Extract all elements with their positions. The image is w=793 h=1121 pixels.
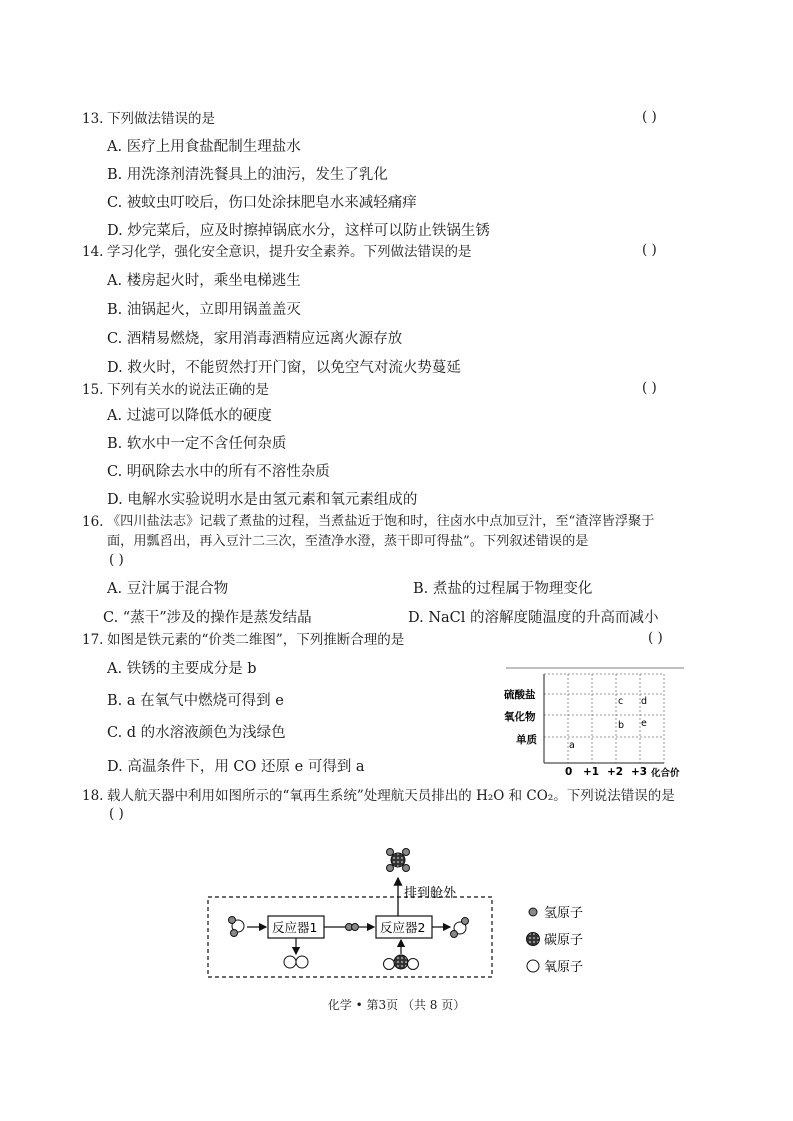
legend-hydrogen: 氢原子 (544, 906, 584, 921)
legend (527, 906, 584, 975)
question-16-stem-line2: 面，用瓢舀出，再入豆汁二三次，至渣净水澄，蒸干即可得盐”。下列叙述错误的是 (107, 534, 589, 549)
carbon-atom-icon (527, 933, 540, 946)
question-16-option-d: D. NaCl 的溶解度随温度的升高而减小 (408, 610, 659, 626)
question-17-option-d: D. 高温条件下，用 CO 还原 e 可得到 a (107, 759, 365, 775)
question-18-stem: 载人航天器中利用如图所示的“氧再生系统”处理航天员排出的 H₂O 和 CO₂。下列说法错误的是 (107, 788, 675, 804)
question-15-option-b: B. 软水中一定不含任何杂质 (107, 436, 287, 452)
question-16-answer-paren: ( ) (109, 552, 124, 568)
question-14-option-b: B. 油锅起火，立即用锅盖盖灭 (107, 302, 301, 318)
question-17-option-b: B. a 在氧气中燃烧可得到 e (107, 693, 284, 709)
question-17-option-c: C. d 的水溶液颜色为浅绿色 (107, 725, 286, 741)
oxygen-atom-icon (527, 960, 539, 972)
question-18-number: 18. (82, 788, 104, 804)
carbon-dioxide-molecule-icon (384, 955, 419, 970)
question-14-answer-paren: ( ) (642, 242, 657, 258)
question-16-option-b: B. 煮盐的过程属于物理变化 (413, 581, 593, 597)
question-15-stem: 下列有关水的说法正确的是 (107, 382, 269, 398)
question-13-option-c: C. 被蚊虫叮咬后，伤口处涂抹肥皂水来减轻痛痒 (107, 195, 417, 211)
question-16-number: 16. (82, 514, 104, 530)
question-14-stem: 学习化学，强化安全意识，提升安全素养。下列做法错误的是 (107, 244, 472, 260)
question-17-number: 17. (82, 632, 104, 648)
point-a: a (569, 740, 575, 751)
methane-molecule-icon (387, 849, 410, 872)
water-molecule-input-icon (229, 917, 245, 937)
question-15-answer-paren: ( ) (642, 380, 657, 396)
question-13-number: 13. (82, 111, 104, 127)
system-boundary (208, 897, 492, 977)
x-tick-0: 0 (565, 766, 573, 778)
question-16-option-c: C. “蒸干”涉及的操作是蒸发结晶 (103, 610, 312, 626)
question-17-option-a: A. 铁锈的主要成分是 b (107, 661, 257, 677)
exhaust-label: 排到舱外 (404, 886, 457, 901)
oxygen-molecule-icon (284, 956, 308, 968)
question-15-option-a: A. 过滤可以降低水的硬度 (107, 408, 272, 424)
question-14-number: 14. (82, 244, 104, 260)
reactor-1-label: 反应器1 (272, 920, 318, 935)
question-13-answer-paren: ( ) (642, 109, 657, 125)
iron-valence-class-chart (496, 660, 696, 782)
question-16-stem-line1: 《四川盐法志》记载了煮盐的过程，当煮盐近于饱和时，往卤水中点加豆汁，至“渣滓皆浮聚于 (107, 514, 655, 529)
x-tick-plus1: +1 (583, 766, 600, 778)
point-d: d (641, 696, 648, 707)
x-tick-plus3: +3 (631, 766, 648, 778)
x-axis-label: 化合价 (651, 768, 680, 779)
water-molecule-output-icon (451, 918, 469, 938)
question-13-option-a: A. 医疗上用食盐配制生理盐水 (107, 139, 301, 155)
reactor-2-label: 反应器2 (380, 920, 426, 935)
question-18-answer-paren: ( ) (109, 806, 124, 822)
legend-carbon: 碳原子 (544, 933, 584, 948)
hydrogen-atom-icon (529, 908, 537, 916)
question-14-option-a: A. 楼房起火时，乘坐电梯逃生 (107, 273, 301, 289)
x-tick-plus2: +2 (607, 766, 624, 778)
question-14-option-c: C. 酒精易燃烧，家用消毒酒精应远离火源存放 (107, 331, 403, 347)
y-label-sulfate: 硫酸盐 (504, 689, 536, 701)
question-16-option-a: A. 豆汁属于混合物 (107, 581, 229, 597)
page-footer: 化学 • 第3页 （共 8 页） (327, 998, 466, 1012)
question-15-option-d: D. 电解水实验说明水是由氢元素和氧元素组成的 (107, 492, 418, 508)
point-c: c (618, 696, 624, 707)
question-14-option-d: D. 救火时，不能贸然打开门窗，以免空气对流火势蔓延 (107, 360, 461, 376)
question-15-number: 15. (82, 382, 104, 398)
question-17-stem: 如图是铁元素的“价类二维图”，下列推断合理的是 (107, 632, 405, 648)
legend-oxygen: 氧原子 (544, 960, 584, 975)
question-15-option-c: C. 明矾除去水中的所有不溶性杂质 (107, 464, 330, 480)
y-label-element: 单质 (516, 734, 537, 746)
question-13-stem: 下列做法错误的是 (107, 111, 215, 127)
oxygen-regeneration-diagram (200, 840, 620, 990)
point-b: b (618, 720, 625, 731)
point-e: e (641, 718, 647, 729)
question-17-answer-paren: ( ) (648, 630, 663, 646)
question-13-option-b: B. 用洗涤剂清洗餐具上的油污，发生了乳化 (107, 167, 388, 183)
y-label-oxide: 氧化物 (504, 711, 536, 723)
question-13-option-d: D. 炒完菜后，应及时擦掉锅底水分，这样可以防止铁锅生锈 (107, 223, 490, 239)
hydrogen-molecule-icon (346, 924, 359, 931)
